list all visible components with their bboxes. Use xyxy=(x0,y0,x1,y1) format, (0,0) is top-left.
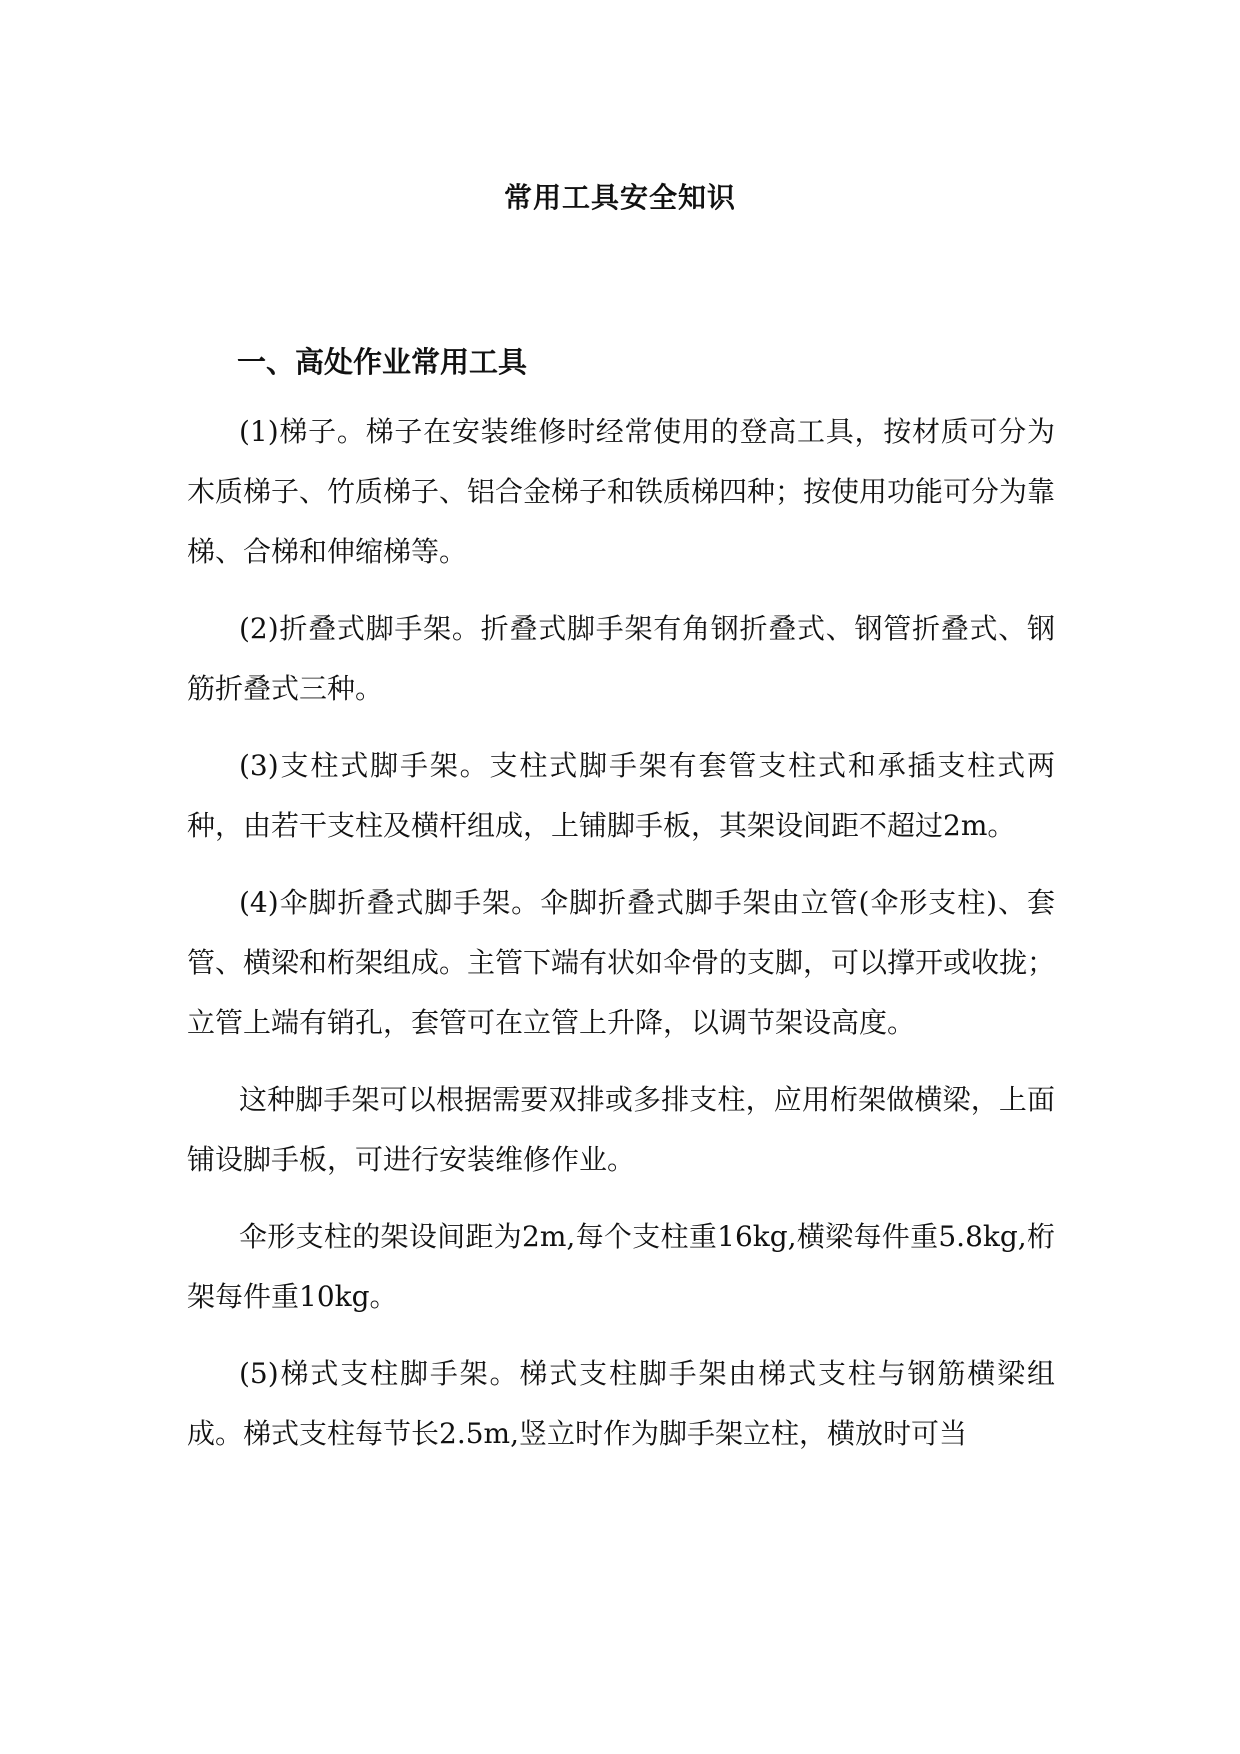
document-title: 常用工具安全知识 xyxy=(503,181,736,214)
paragraph-pillar-scaffold: (3)支柱式脚手架。支柱式脚手架有套管支柱式和承插支柱式两种，由若干支柱及横杆组成，上铺脚手板，其架设间距不超过2m。 xyxy=(187,749,1055,842)
paragraph-folding-scaffold: (2)折叠式脚手架。折叠式脚手架有角钢折叠式、钢管折叠式、钢筋折叠式三种。 xyxy=(187,612,1055,705)
paragraph-scaffold-usage: 这种脚手架可以根据需要双排或多排支柱，应用桁架做横梁，上面铺设脚手板，可进行安装维修作业。 xyxy=(187,1083,1055,1176)
paragraph-ladder: (1)梯子。梯子在安装维修时经常使用的登高工具，按材质可分为木质梯子、竹质梯子、铝合金梯子和铁质梯四种；按使用功能可分为靠梯、合梯和伸缩梯等。 xyxy=(187,415,1056,568)
body-text xyxy=(187,402,1055,1481)
paragraph-umbrella-scaffold: (4)伞脚折叠式脚手架。伞脚折叠式脚手架由立管(伞形支柱)、套管、横梁和桁架组成。主管下端有状如伞骨的支脚，可以撑开或收拢；立管上端有销孔，套管可在立管上升降，以调节架设高度。 xyxy=(187,886,1056,1039)
paragraph-umbrella-specs: 伞形支柱的架设间距为2m,每个支柱重16kg,横梁每件重5.8kg,桁架每件重10kg。 xyxy=(187,1220,1055,1313)
section-heading: 一、高处作业常用工具 xyxy=(237,345,528,379)
paragraph-ladder-pillar-scaffold: (5)梯式支柱脚手架。梯式支柱脚手架由梯式支柱与钢筋横梁组成。梯式支柱每节长2.5m,竖立时作为脚手架立柱，横放时可当 xyxy=(187,1357,1055,1450)
